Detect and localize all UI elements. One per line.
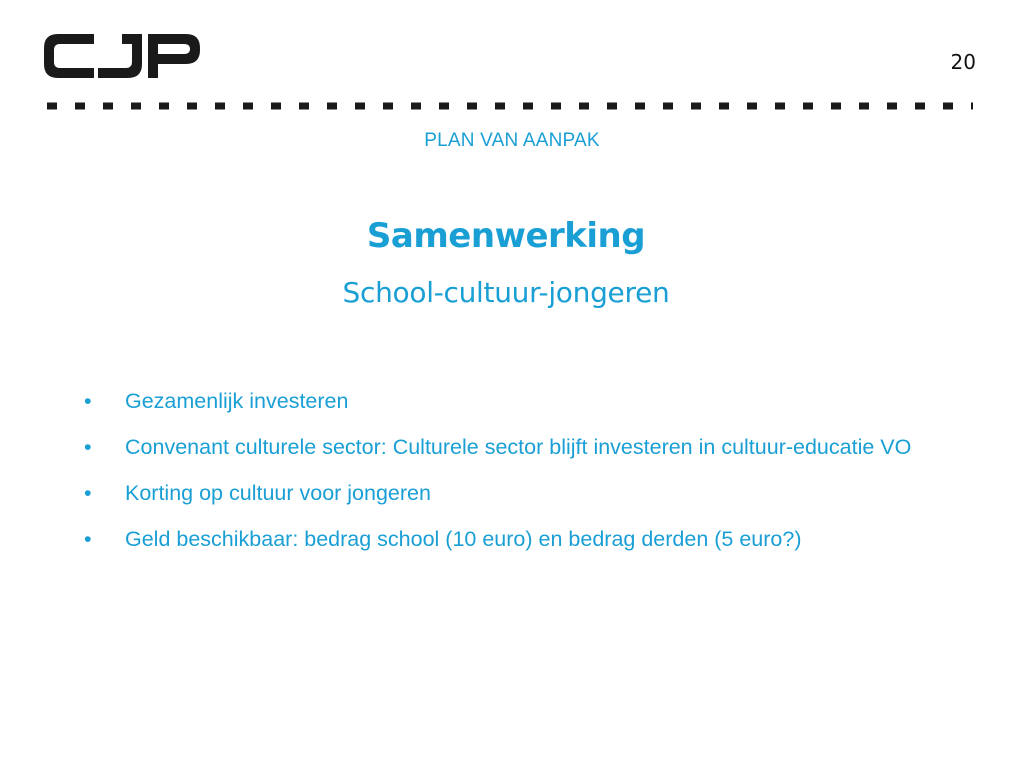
bullet-text: Korting op cultuur voor jongeren <box>125 481 431 505</box>
bullet-item <box>84 378 964 424</box>
bullet-item <box>84 470 964 516</box>
bullet-text: Geld beschikbaar: bedrag school (10 euro) en bedrag derden (5 euro?) <box>125 527 802 551</box>
bullet-item <box>84 424 964 470</box>
slide-subtitle: School-cultuur-jongeren <box>342 276 670 309</box>
section-label: PLAN VAN AANPAK <box>424 130 600 151</box>
bullet-dot-icon: • <box>84 527 92 551</box>
cjp-logo <box>44 34 200 78</box>
bullet-item <box>84 516 964 562</box>
bullet-dot-icon: • <box>84 435 92 459</box>
bullet-dot-icon: • <box>84 481 92 505</box>
bullet-list <box>84 378 964 562</box>
bullet-text: Convenant culturele sector: Culturele sector blijft investeren in cultuur-educatie VO <box>125 435 912 459</box>
bullet-text: Gezamenlijk investeren <box>125 389 349 413</box>
bullet-dot-icon: • <box>84 389 92 413</box>
dashed-divider <box>47 102 973 110</box>
slide-title: Samenwerking <box>366 216 646 256</box>
page-number: 20 <box>950 50 976 74</box>
